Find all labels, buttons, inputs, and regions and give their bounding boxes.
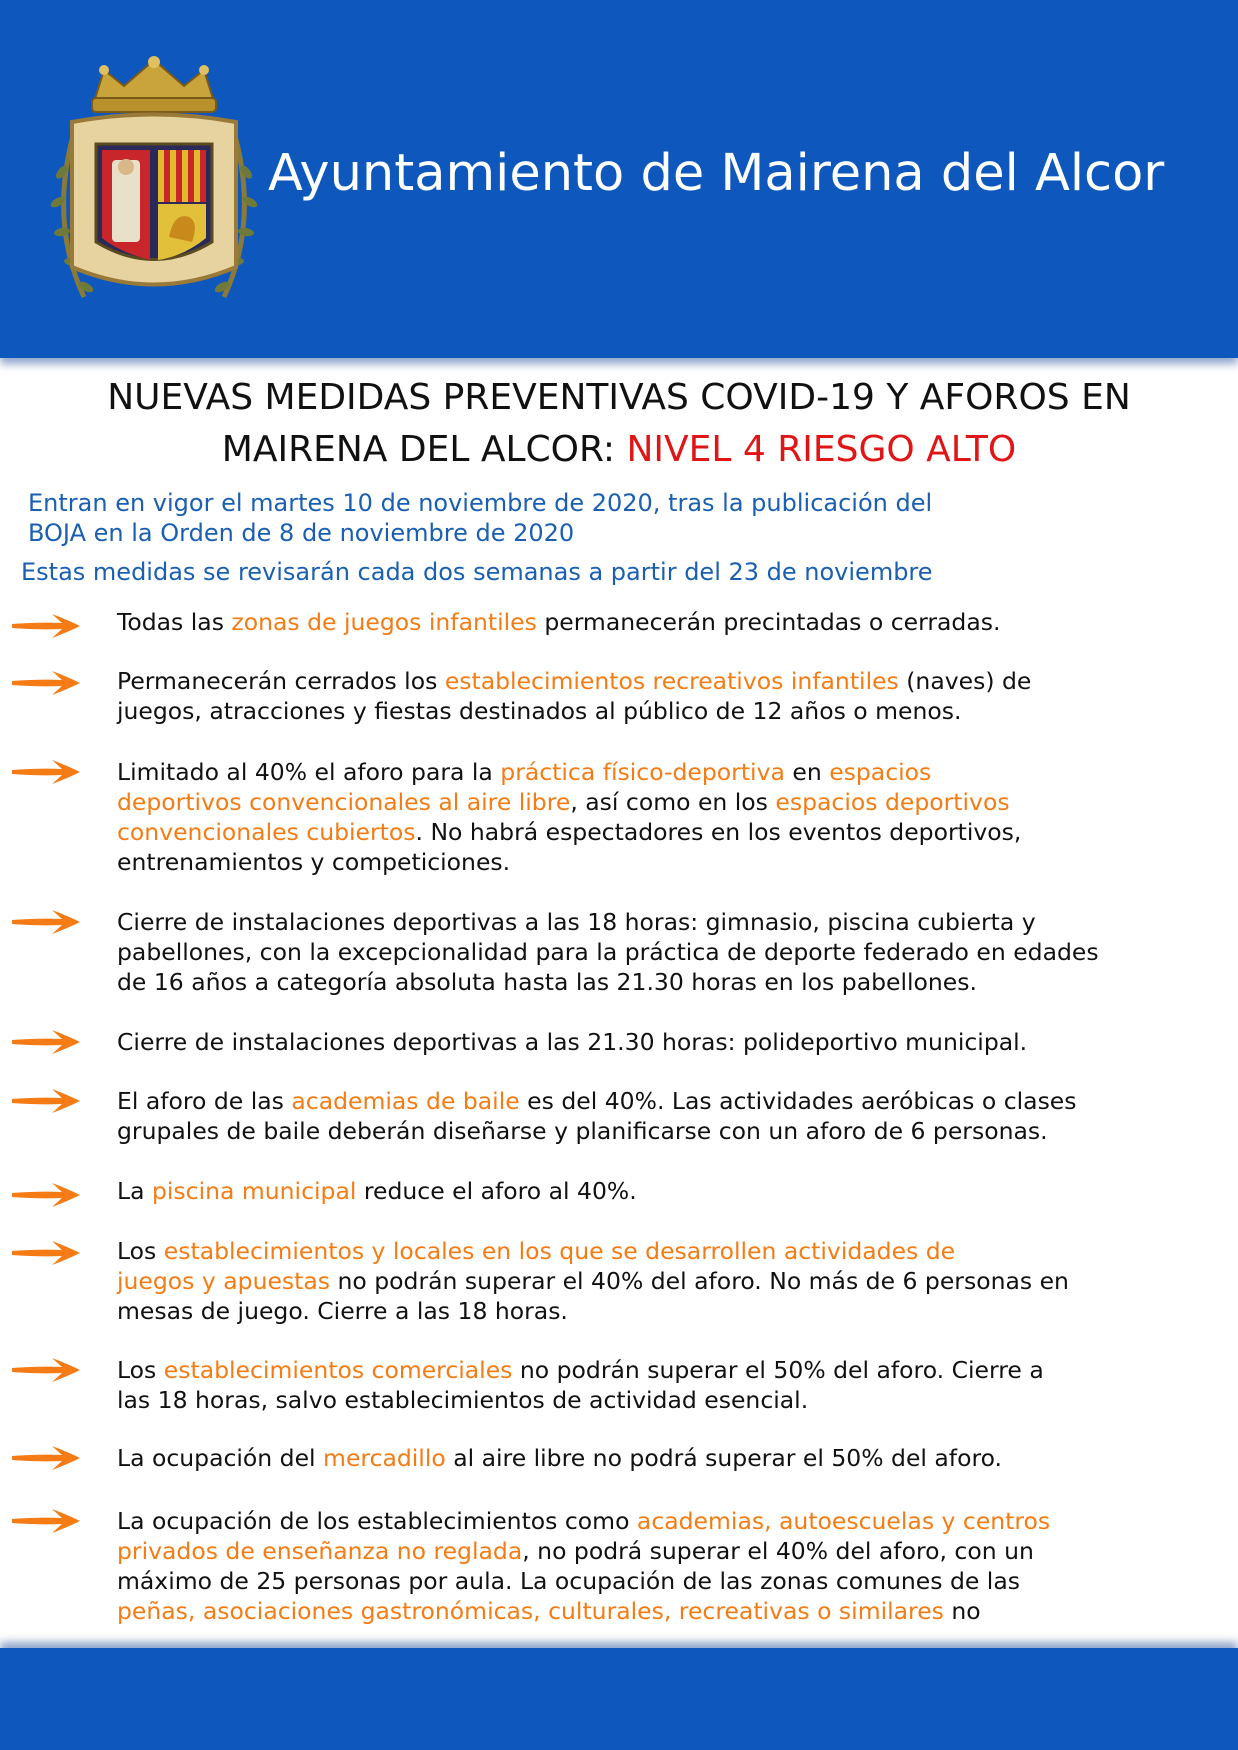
intro-text [28, 488, 1028, 548]
measure-segment: no [943, 1597, 981, 1625]
measure-segment: , así como en los [570, 788, 776, 816]
measure-line [117, 1236, 1227, 1266]
measure-line [117, 1506, 1227, 1536]
highlighted-term: piscina municipal [151, 1177, 357, 1205]
measure-segment: reduce el aforo al 40%. [356, 1177, 637, 1205]
measure-line [117, 1176, 1227, 1206]
measure-segment: , no podrá superar el 40% del aforo, con un [522, 1537, 1034, 1565]
orange-arrow-icon [10, 907, 82, 937]
highlighted-term: convencionales cubiertos [117, 818, 416, 846]
measure-segment: grupales de baile deberán diseñarse y planificarse con un aforo de 6 personas. [117, 1117, 1048, 1145]
orange-arrow-icon [10, 1086, 82, 1116]
orange-arrow-icon [10, 1180, 82, 1210]
measure-segment: entrenamientos y competiciones. [117, 848, 511, 876]
measure-text [117, 1176, 1227, 1206]
orange-arrow-icon [10, 757, 82, 787]
highlighted-term: academias de baile [291, 1087, 520, 1115]
measure-segment: al aire libre no podrá superar el 50% del aforo. [445, 1444, 1003, 1472]
measure-line [117, 607, 1227, 637]
measure-text [117, 666, 1227, 726]
highlighted-term: juegos y apuestas [117, 1267, 331, 1295]
measure-segment: máximo de 25 personas por aula. La ocupación de las zonas comunes de las [117, 1567, 1020, 1595]
measure-line [117, 1596, 1227, 1626]
measure-line [117, 1536, 1227, 1566]
measure-line [117, 666, 1227, 696]
measure-line [117, 937, 1227, 967]
measure-segment: La ocupación de los establecimientos como [117, 1507, 637, 1535]
orange-arrow-icon [10, 1355, 82, 1385]
highlighted-term: establecimientos y locales en los que se desarrollen actividades de [163, 1237, 956, 1265]
orange-arrow-icon [10, 1443, 82, 1473]
measure-segment: Permanecerán cerrados los [117, 667, 445, 695]
measure-line [117, 847, 1227, 877]
orange-arrow-icon [10, 1238, 82, 1268]
measure-segment: La [117, 1177, 152, 1205]
measure-segment: pabellones, con la excepcionalidad para la práctica de deporte federado en edades [117, 938, 1099, 966]
measure-line [117, 1086, 1227, 1116]
footer-banner [0, 1648, 1238, 1750]
measure-segment: (naves) de [898, 667, 1032, 695]
title-line-2 [40, 424, 1198, 476]
measure-line [117, 787, 1227, 817]
measure-segment: es del 40%. Las actividades aeróbicas o clases [519, 1087, 1077, 1115]
measure-segment: no podrán superar el 50% del aforo. Cierre a [512, 1356, 1044, 1384]
measure-segment: Cierre de instalaciones deportivas a las 18 horas: gimnasio, piscina cubierta y [117, 908, 1036, 936]
measure-line [117, 907, 1227, 937]
header-banner [0, 0, 1238, 358]
orange-arrow-icon [10, 1027, 82, 1057]
measure-text [117, 607, 1227, 637]
measure-segment: Todas las [117, 608, 232, 636]
coat-of-arms-icon [44, 52, 264, 312]
highlighted-term: establecimientos comerciales [163, 1356, 513, 1384]
org-name: Ayuntamiento de Mairena del Alcor [268, 144, 1165, 203]
measure-segment: no podrán superar el 40% del aforo. No más de 6 personas en [330, 1267, 1069, 1295]
measure-segment: . No habrá espectadores en los eventos deportivos, [415, 818, 1022, 846]
measure-line [117, 1355, 1227, 1385]
measure-segment: Limitado al 40% el aforo para la [117, 758, 501, 786]
measure-line [117, 967, 1227, 997]
measure-text [117, 1027, 1227, 1057]
highlighted-term: deportivos convencionales al aire libre [117, 788, 571, 816]
measure-text [117, 1506, 1227, 1626]
orange-arrow-icon [10, 668, 82, 698]
measure-segment: Cierre de instalaciones deportivas a las 21.30 horas: polideportivo municipal. [117, 1028, 1028, 1056]
measure-line [117, 1027, 1227, 1057]
measure-segment: mesas de juego. Cierre a las 18 horas. [117, 1297, 568, 1325]
orange-arrow-icon [10, 1506, 82, 1536]
highlighted-term: espacios deportivos [775, 788, 1010, 816]
highlighted-term: espacios [829, 758, 932, 786]
measure-line [117, 1266, 1227, 1296]
measure-segment: La ocupación del [117, 1444, 324, 1472]
page-title [40, 372, 1198, 476]
intro-line-2: BOJA en la Orden de 8 de noviembre de 2020 [28, 519, 575, 547]
title-line-2-text: MAIRENA DEL ALCOR: [221, 429, 627, 470]
measure-line [117, 696, 1227, 726]
highlighted-term: privados de enseñanza no reglada [117, 1537, 523, 1565]
measure-segment: Los [117, 1356, 164, 1384]
measure-text [117, 757, 1227, 877]
measure-line [117, 1296, 1227, 1326]
highlighted-term: academias, autoescuelas y centros [636, 1507, 1051, 1535]
measure-line [117, 1566, 1227, 1596]
measure-segment: permanecerán precintadas o cerradas. [536, 608, 1001, 636]
measure-text [117, 1443, 1227, 1473]
measure-line [117, 1385, 1227, 1415]
highlighted-term: zonas de juegos infantiles [231, 608, 537, 636]
intro-line-1: Entran en vigor el martes 10 de noviembre de 2020, tras la publicación del [28, 489, 933, 517]
orange-arrow-icon [10, 611, 82, 641]
measure-segment: en [784, 758, 830, 786]
highlighted-term: práctica físico-deportiva [500, 758, 785, 786]
measure-line [117, 1116, 1227, 1146]
highlighted-term: peñas, asociaciones gastronómicas, culturales, recreativas o similares [117, 1597, 944, 1625]
highlighted-term: mercadillo [323, 1444, 446, 1472]
measure-segment: juegos, atracciones y fiestas destinados al público de 12 años o menos. [117, 697, 962, 725]
measure-segment: las 18 horas, salvo establecimientos de actividad esencial. [117, 1386, 809, 1414]
measure-line [117, 757, 1227, 787]
measure-segment: de 16 años a categoría absoluta hasta las 21.30 horas en los pabellones. [117, 968, 977, 996]
risk-level: NIVEL 4 RIESGO ALTO [626, 429, 1017, 470]
measure-segment: El aforo de las [117, 1087, 292, 1115]
measure-text [117, 1236, 1227, 1326]
measure-text [117, 907, 1227, 997]
measure-segment: Los [117, 1237, 164, 1265]
measure-line [117, 1443, 1227, 1473]
measure-text [117, 1355, 1227, 1415]
review-note: Estas medidas se revisarán cada dos semanas a partir del 23 de noviembre [21, 558, 933, 586]
measure-text [117, 1086, 1227, 1146]
title-line-1: NUEVAS MEDIDAS PREVENTIVAS COVID-19 Y AFOROS EN [107, 377, 1131, 418]
highlighted-term: establecimientos recreativos infantiles [444, 667, 899, 695]
measure-line [117, 817, 1227, 847]
